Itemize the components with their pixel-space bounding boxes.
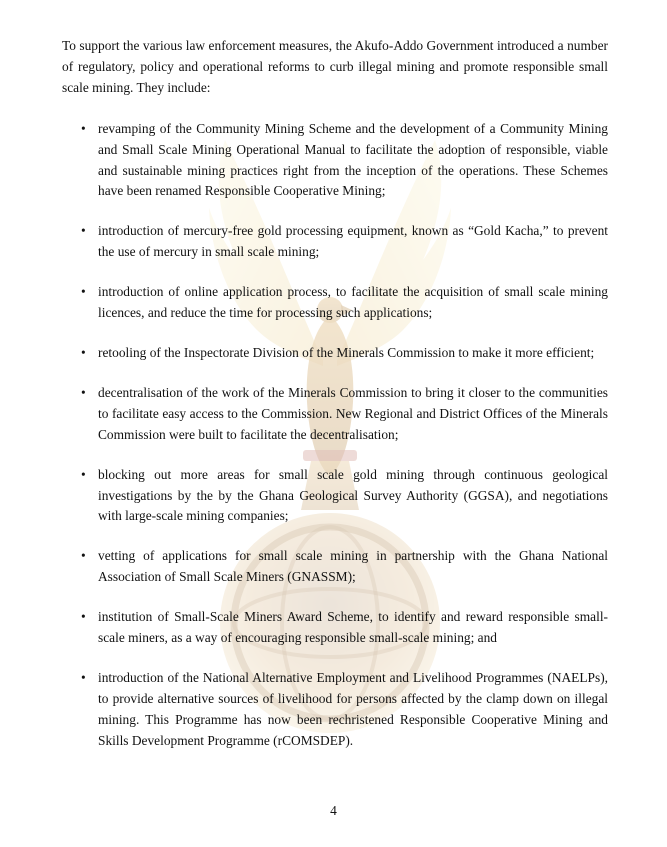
bullet-icon: • [81,669,86,685]
bullet-text: retooling of the Inspectorate Division of the Minerals Commission to make it more efficient; [98,344,595,360]
reforms-list [62,119,608,752]
bullet-icon: • [81,384,86,400]
bullet-text: vetting of applications for small scale mining in partnership with the Ghana National Association of Small Scale Miners (GNASSM); [98,548,608,585]
bullet-text: blocking out more areas for small scale gold mining through continuous geological investigations by the by the Ghana Geological Survey Authority (GGSA), and negotiations with large-scale mining companies; [98,466,608,524]
bullet-icon: • [81,344,86,360]
page-body [62,36,608,752]
intro-paragraph: To support the various law enforcement measures, the Akufo-Addo Government introduced a number of regulatory, policy and operational reforms to curb illegal mining and promote responsible small scale mining. They include: [62,38,608,95]
bullet-text: revamping of the Community Mining Scheme and the development of a Community Mining and Small Scale Mining Operational Manual to facilitate the adoption of responsible, viable and sustainable mining practices right from the inception of the operations. These Schemes have been renamed Responsible Cooperative Mining; [98,120,608,199]
bullet-text: decentralisation of the work of the Minerals Commission to bring it closer to the communities to facilitate easy access to the Commission. New Regional and District Offices of the Minerals Commission were built to facilitate the decentralisation; [98,384,608,442]
bullet-text: introduction of the National Alternative Employment and Livelihood Programmes (NAELPs), to provide alternative sources of livelihood for persons affected by the clamp down on illegal mining. This Programme has now been rechristened Responsible Cooperative Mining and Skills Development Programme (rCOMSDEP). [98,669,608,748]
list-item [62,282,608,324]
list-item [62,668,608,752]
list-item [62,343,608,364]
list-item [62,119,608,203]
bullet-icon: • [81,548,86,564]
bullet-icon: • [81,466,86,482]
bullet-icon: • [81,223,86,239]
list-item [62,546,608,588]
list-item [62,221,608,263]
bullet-icon: • [81,609,86,625]
bullet-text: institution of Small-Scale Miners Award Scheme, to identify and reward responsible small-scale miners, as a way of encouraging responsible small-scale mining; and [98,609,608,646]
list-item [62,607,608,649]
page-number: 4 [330,803,337,818]
bullet-text: introduction of online application process, to facilitate the acquisition of small scale mining licences, and reduce the time for processing such applications; [98,284,608,321]
list-item [62,465,608,528]
bullet-icon: • [81,120,86,136]
bullet-text: introduction of mercury-free gold processing equipment, known as “Gold Kacha,” to prevent the use of mercury in small scale mining; [98,223,608,260]
bullet-icon: • [81,284,86,300]
list-item [62,383,608,446]
